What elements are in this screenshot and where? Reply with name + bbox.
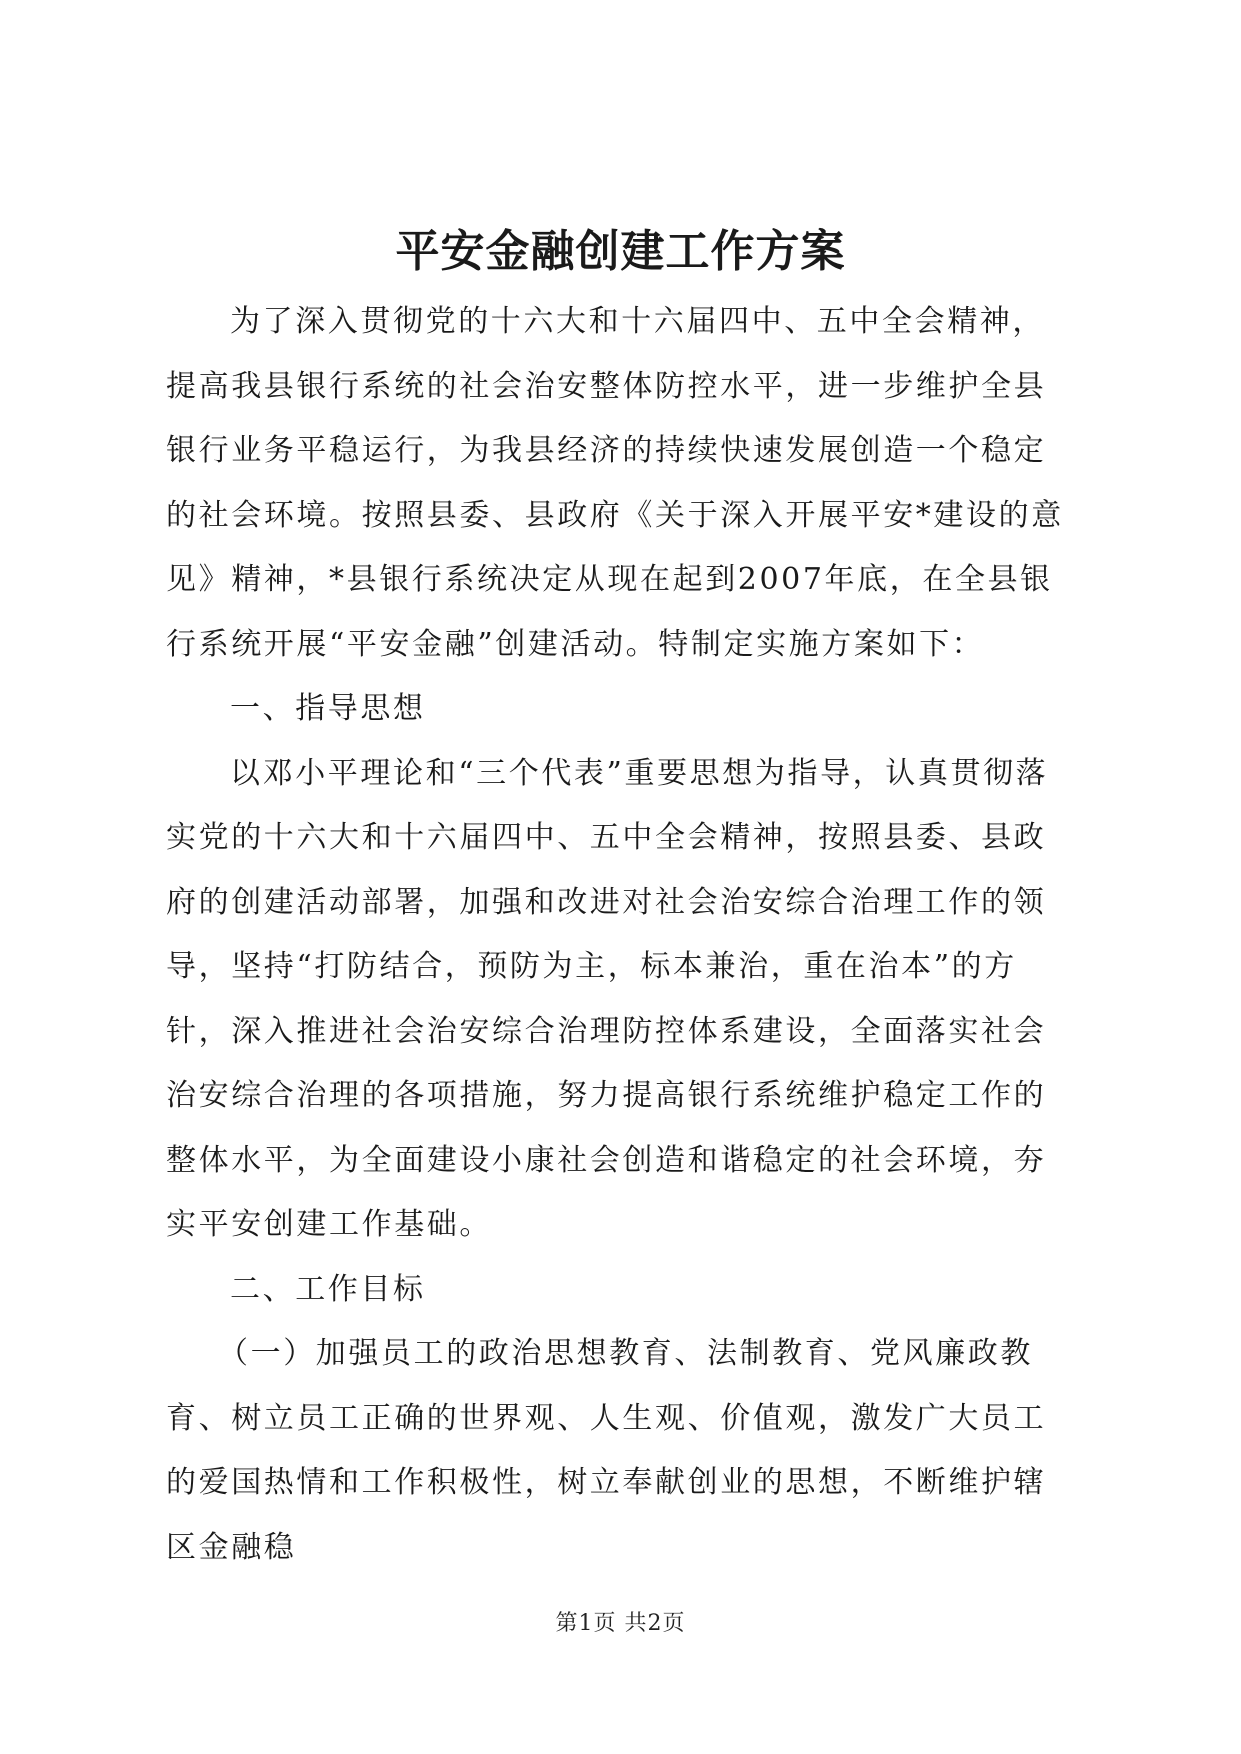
section-heading-work-goals: 二、工作目标: [230, 1271, 426, 1307]
document-title: 平安金融创建工作方案: [395, 226, 846, 277]
section-heading-guiding-ideology: 一、指导思想: [230, 691, 426, 726]
intro-paragraph: 为了深入贯彻党的十六大和十六届四中、五中全会精神，提高我县银行系统的社会治安整体防控水平，进一步维护全县银行业务平稳运行，为我县经济的持续快速发展创造一个稳定的社会环境。按照县委、县政府《关于深入开展平安*建设的意见》精神，*县银行系统决定从现在起到2007年底，在全县银行系统开展“平安金融”创建活动。特制定实施方案如下：: [166, 304, 1064, 662]
work-goal-item-1: （一）加强员工的政治思想教育、法制教育、党风廉政教育、树立员工正确的世界观、人生观、价值观，激发广大员工的爱国热情和工作积极性，树立奉献创业的思想，不断维护辖区金融稳: [166, 1336, 1047, 1565]
document-body: [166, 290, 1076, 1580]
page-footer: 第1页 共2页: [555, 1611, 686, 1636]
guiding-ideology-paragraph: 以邓小平理论和“三个代表”重要思想为指导，认真贯彻落实党的十六大和十六届四中、五中全会精神，按照县委、县政府的创建活动部署，加强和改进对社会治安综合治理工作的领导，坚持“打防结合，预防为主，标本兼治，重在治本”的方针，深入推进社会治安综合治理防控体系建设，全面落实社会治安综合治理的各项措施，努力提高银行系统维护稳定工作的整体水平，为全面建设小康社会创造和谐稳定的社会环境，夯实平安创建工作基础。: [166, 755, 1049, 1242]
